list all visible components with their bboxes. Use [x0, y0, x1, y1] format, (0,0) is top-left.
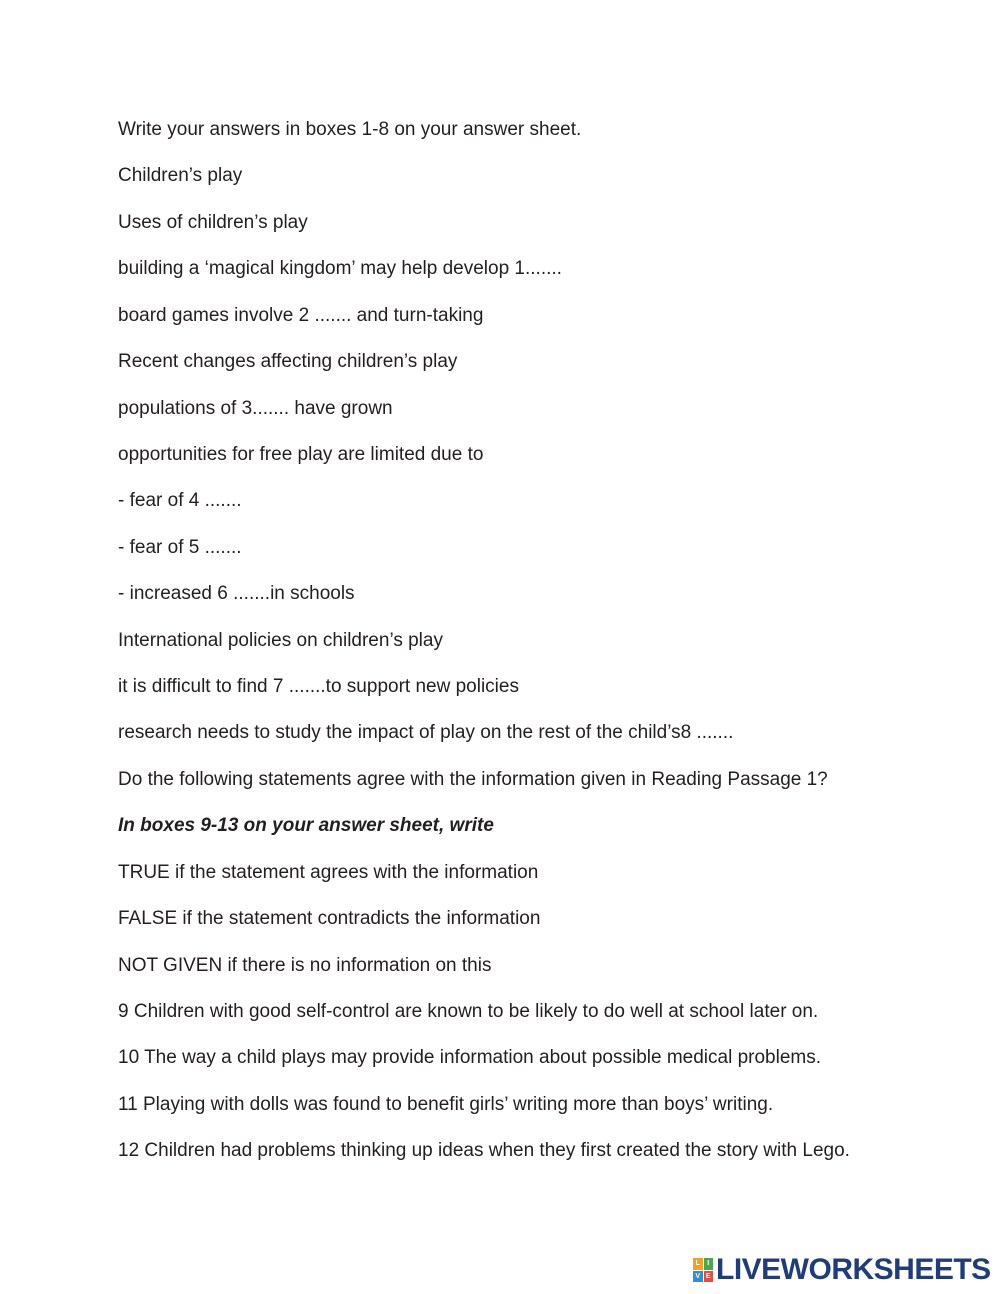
question-line-1: building a ‘magical kingdom’ may help develop 1....... — [118, 258, 562, 279]
question-line-7: it is difficult to find 7 .......to support new policies — [118, 676, 519, 697]
question-line-8: research needs to study the impact of play on the rest of the child’s8 ....... — [118, 722, 734, 743]
question-line-5: - fear of 5 ....... — [118, 537, 242, 558]
question-line-6: - increased 6 .......in schools — [118, 583, 355, 604]
instruction-line: Do the following statements agree with the information given in Reading Passage 1? — [118, 769, 828, 790]
instruction-line: Write your answers in boxes 1-8 on your answer sheet. — [118, 119, 582, 140]
logo-mark-letter: I — [704, 1258, 714, 1270]
liveworksheets-logo — [693, 1255, 991, 1285]
subheading: Recent changes affecting children’s play — [118, 351, 458, 372]
logo-mark-letter: L — [693, 1258, 703, 1270]
option-true: TRUE if the statement agrees with the information — [118, 862, 539, 883]
statement-12: 12 Children had problems thinking up ideas when they first created the story with Lego. — [118, 1140, 850, 1161]
question-line-2: board games involve 2 ....... and turn-taking — [118, 305, 484, 326]
subheading: Uses of children’s play — [118, 212, 308, 233]
section-title: Children’s play — [118, 165, 243, 186]
statement-10: 10 The way a child plays may provide information about possible medical problems. — [118, 1047, 822, 1068]
statement-11: 11 Playing with dolls was found to benefit girls’ writing more than boys’ writing. — [118, 1094, 774, 1115]
logo-mark-letter: V — [693, 1271, 703, 1283]
logo-mark-icon — [693, 1258, 713, 1282]
option-not-given: NOT GIVEN if there is no information on this — [118, 955, 492, 976]
question-line-3: populations of 3....... have grown — [118, 398, 393, 419]
instruction-emphasis: In boxes 9-13 on your answer sheet, write — [118, 815, 494, 836]
question-line-4: - fear of 4 ....... — [118, 490, 242, 511]
option-false: FALSE if the statement contradicts the information — [118, 908, 541, 929]
logo-mark-letter: E — [704, 1271, 714, 1283]
logo-text: LIVEWORKSHEETS — [716, 1253, 991, 1286]
statement-9: 9 Children with good self-control are known to be likely to do well at school later on. — [118, 1001, 819, 1022]
text-line: opportunities for free play are limited due to — [118, 444, 484, 465]
subheading: International policies on children’s play — [118, 630, 443, 651]
